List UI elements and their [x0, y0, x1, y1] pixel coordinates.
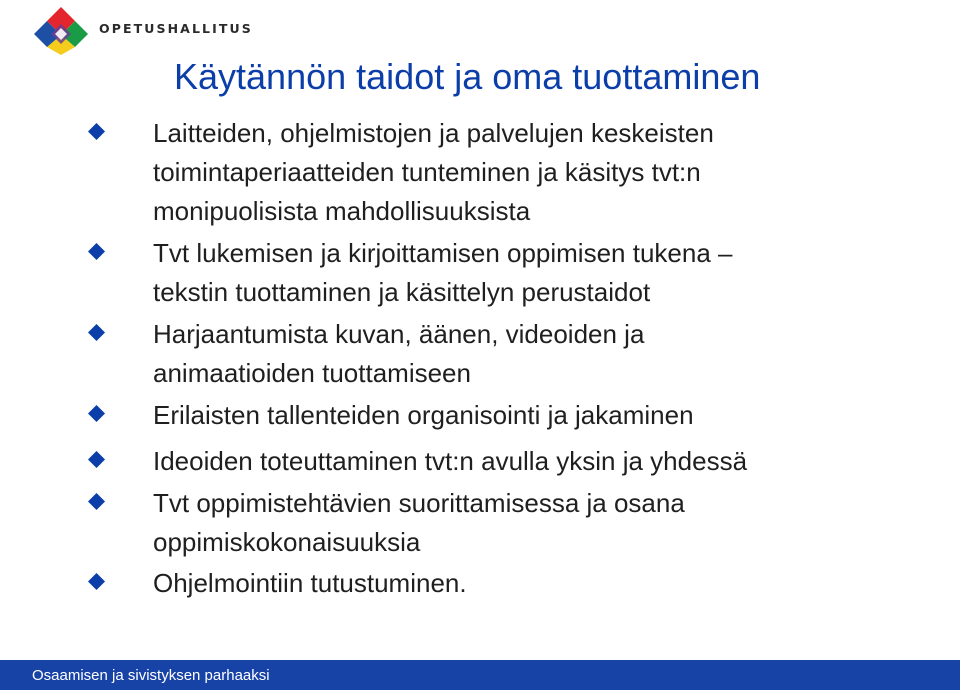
bullet-text: Ohjelmointiin tutustuminen.: [153, 568, 467, 598]
slide-title: Käytännön taidot ja oma tuottaminen: [174, 56, 761, 97]
diamond-bullet-icon: [88, 493, 105, 510]
bullet-text: Erilaisten tallenteiden organisointi ja jakaminen: [153, 400, 694, 430]
bullet-text: Laitteiden, ohjelmistojen ja palvelujen keskeisten toimintaperiaatteiden tunteminen ja käsitys tvt:n monipuolisista mahdollisuuksista: [153, 118, 714, 226]
diamond-bullet-icon: [88, 243, 105, 260]
diamond-bullet-icon: [88, 451, 105, 468]
bullet-text: Tvt lukemisen ja kirjoittamisen oppimisen tukena – tekstin tuottaminen ja käsittelyn perustaidot: [153, 238, 733, 307]
diamond-bullet-icon: [88, 405, 105, 422]
bullet-text: Tvt oppimistehtävien suorittamisessa ja osana oppimiskokonaisuuksia: [153, 488, 685, 557]
footer-slogan: Osaamisen ja sivistyksen parhaaksi: [32, 667, 270, 684]
footer-bar: [0, 660, 960, 690]
bullet-text: Harjaantumista kuvan, äänen, videoiden ja animaatioiden tuottamiseen: [153, 319, 645, 388]
diamond-bullet-icon: [88, 573, 105, 590]
diamond-bullet-icon: [88, 324, 105, 341]
org-name: OPETUSHALLITUS: [99, 21, 253, 36]
opetushallitus-logo-icon: [33, 6, 89, 56]
diamond-bullet-icon: [88, 123, 105, 140]
bullet-text: Ideoiden toteuttaminen tvt:n avulla yksin ja yhdessä: [153, 446, 748, 476]
